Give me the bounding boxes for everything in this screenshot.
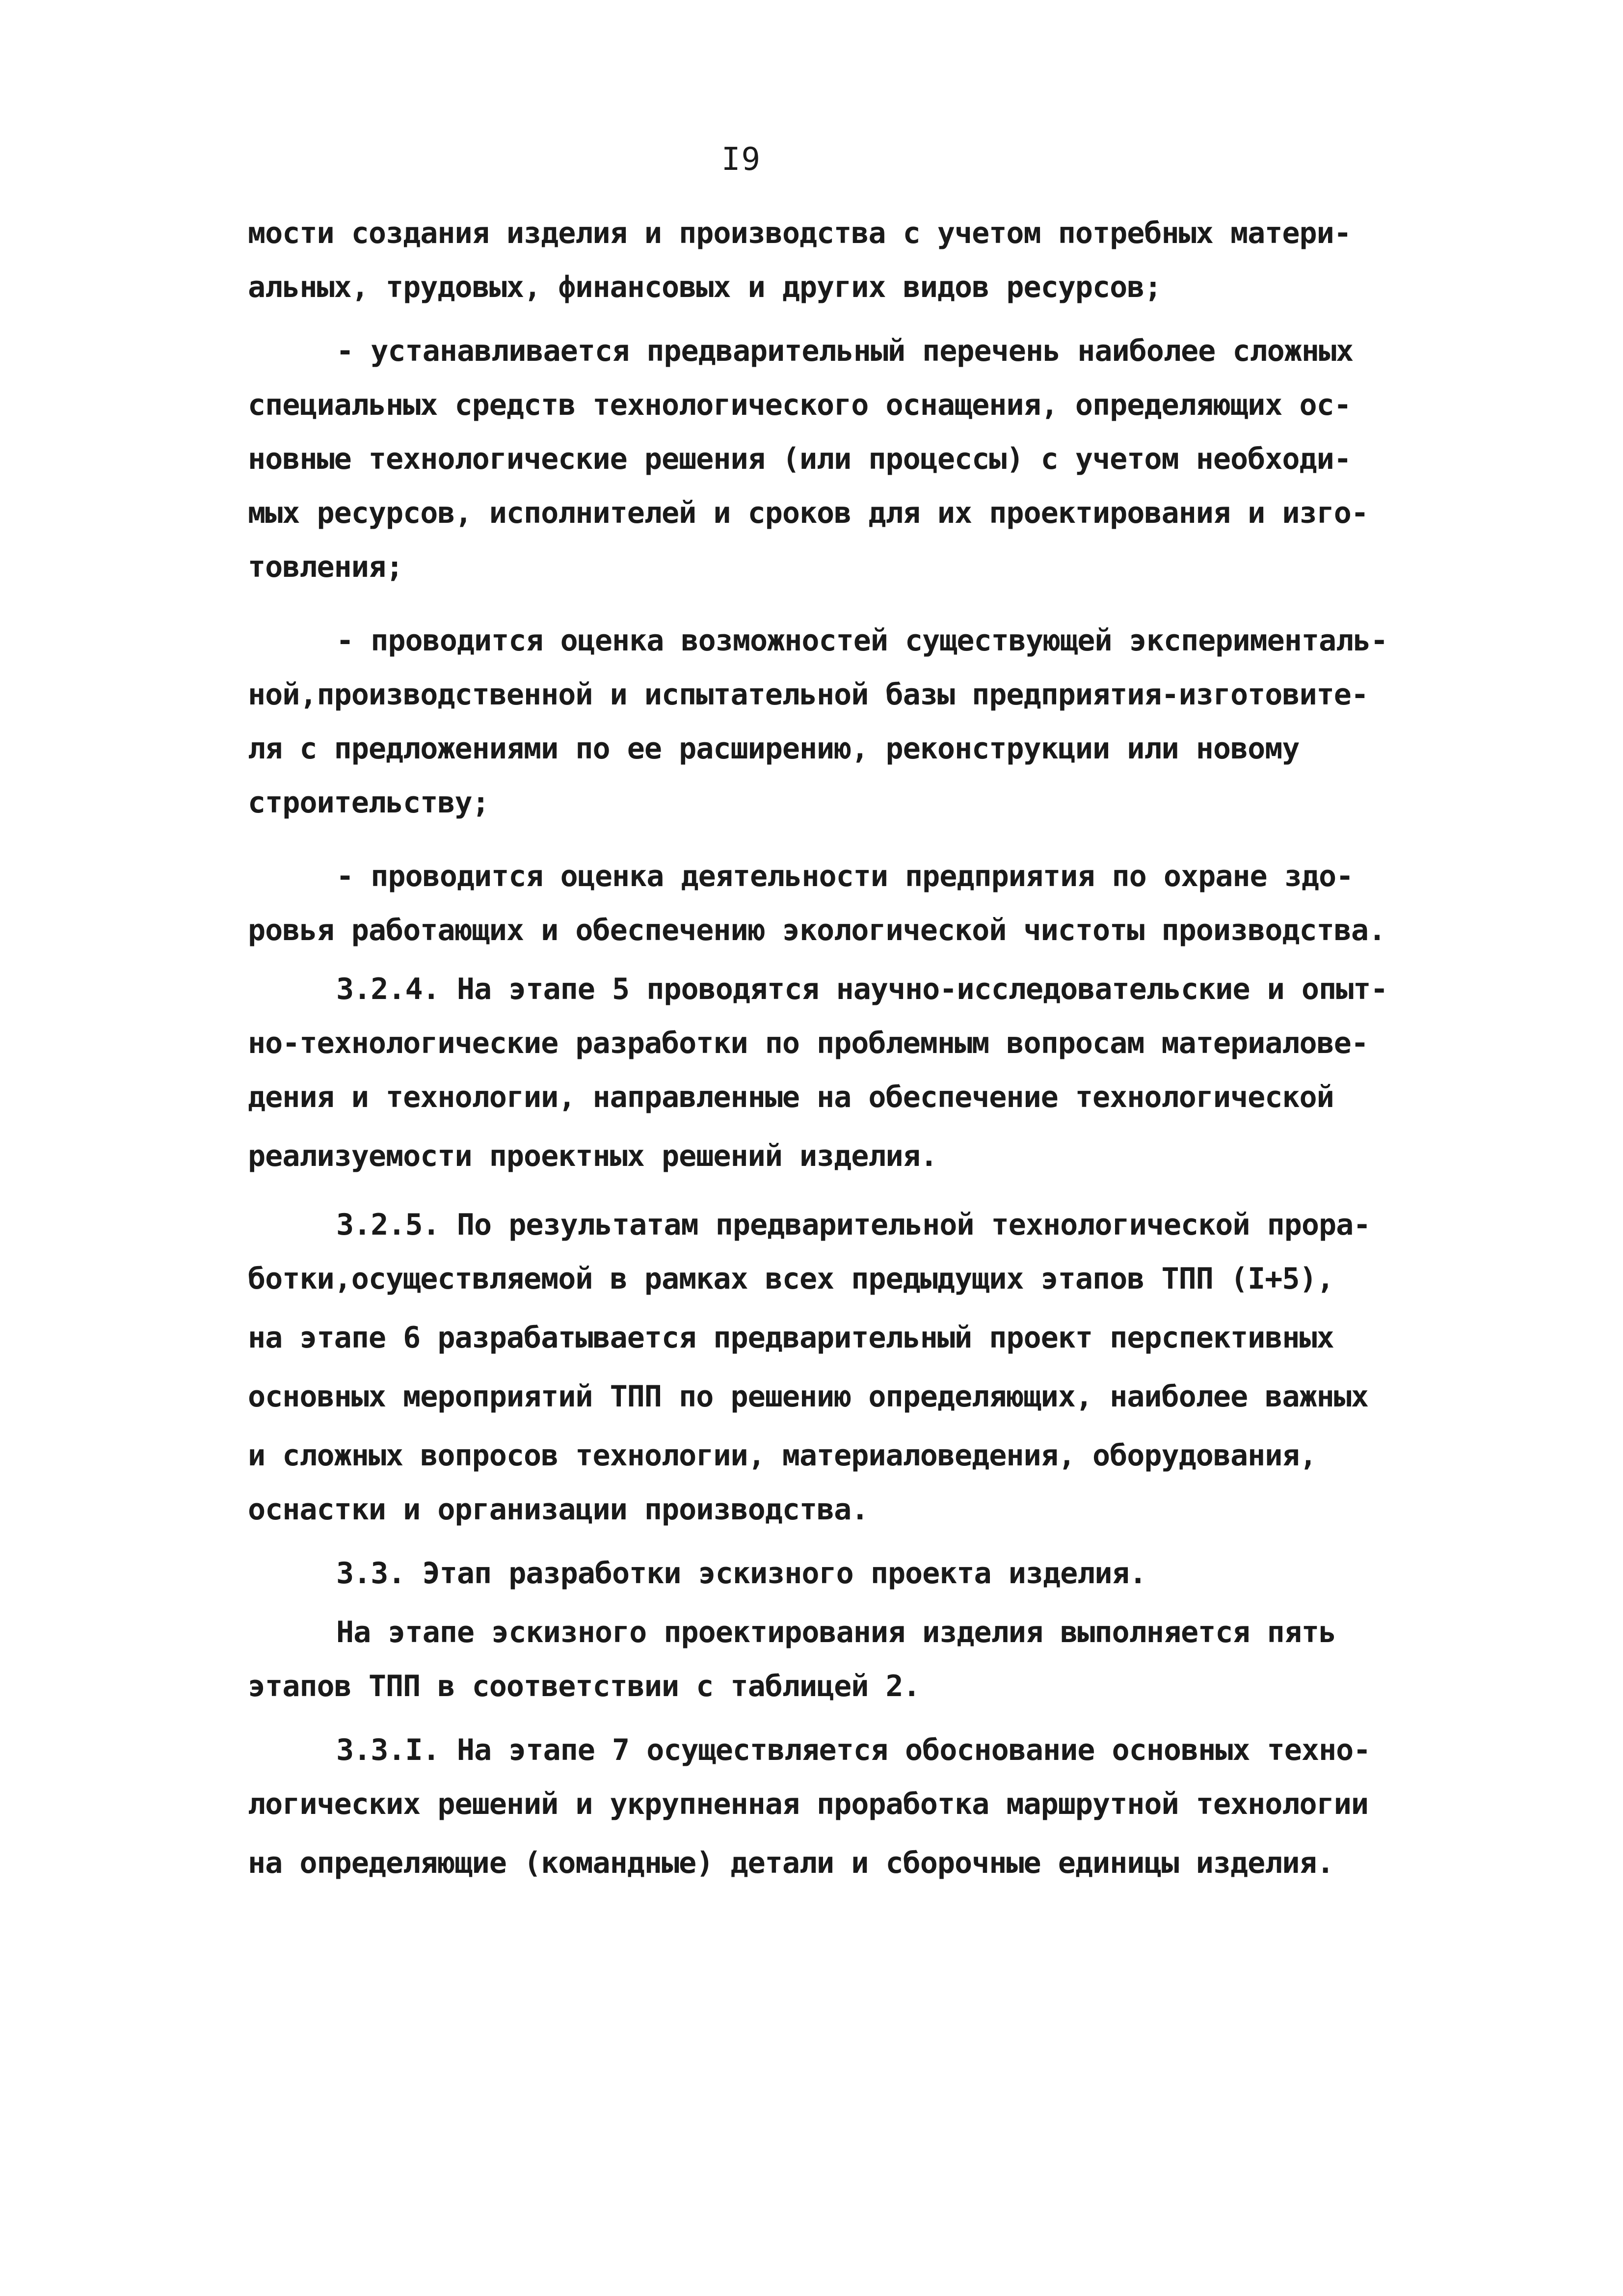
text-line: основных мероприятий ТПП по решению определяющих, наиболее важных [248,1379,1368,1414]
text-line: и сложных вопросов технологии, материаловедения, оборудования, [248,1438,1317,1473]
text-line: товления; [248,550,403,584]
section-3-3-heading: 3.3. Этап разработки эскизного проекта изделия. [336,1556,1146,1591]
text-line: дения и технологии, направленные на обеспечение технологической [248,1080,1334,1114]
text-line: ровья работающих и обеспечению экологической чистоты производства. [248,913,1386,947]
text-line: на этапе 6 разрабатывается предварительный проект перспективных [248,1321,1334,1355]
text-line: оснастки и организации производства. [248,1492,869,1527]
text-line: этапов ТПП в соответствии с таблицей 2. [248,1669,920,1703]
text-line: мых ресурсов, исполнителей и сроков для их проектирования и изго- [248,496,1368,530]
text-line: На этапе эскизного проектирования изделия выполняется пять [336,1615,1336,1649]
page-number: I9 [721,141,762,178]
text-line: альных, трудовых, финансовых и других видов ресурсов; [248,270,1162,304]
list-item: - проводится оценка возможностей существующей эксперименталь- [336,623,1388,658]
text-line: ля с предложениями по ее расширению, реконструкции или новому [248,731,1300,766]
list-item: - устанавливается предварительный перечень наиболее сложных [336,334,1354,368]
text-line: реализуемости проектных решений изделия. [248,1139,937,1173]
text-line: специальных средств технологического оснащения, определяющих ос- [248,388,1351,422]
text-line: логических решений и укрупненная проработка маршрутной технологии [248,1787,1368,1821]
list-item: - проводится оценка деятельности предприятия по охране здо- [336,859,1354,893]
section-3-2-4: 3.2.4. На этапе 5 проводятся научно-исследовательские и опыт- [336,972,1388,1006]
text-line: строительству; [248,785,489,820]
section-3-3-1: 3.3.I. На этапе 7 осуществляется обоснование основных техно- [336,1733,1371,1767]
text-line: ботки,осуществляемой в рамках всех предыдущих этапов ТПП (I+5), [248,1262,1334,1296]
text-line: мости создания изделия и производства с учетом потребных матери- [248,216,1351,250]
text-line: на определяющие (командные) детали и сборочные единицы изделия. [248,1846,1334,1880]
text-line: ной,производственной и испытательной базы предприятия-изготовите- [248,677,1368,712]
section-3-2-5: 3.2.5. По результатам предварительной технологической прора- [336,1208,1371,1242]
text-line: но-технологические разработки по проблемным вопросам материалове- [248,1026,1368,1060]
text-line: новные технологические решения (или процессы) с учетом необходи- [248,442,1351,476]
